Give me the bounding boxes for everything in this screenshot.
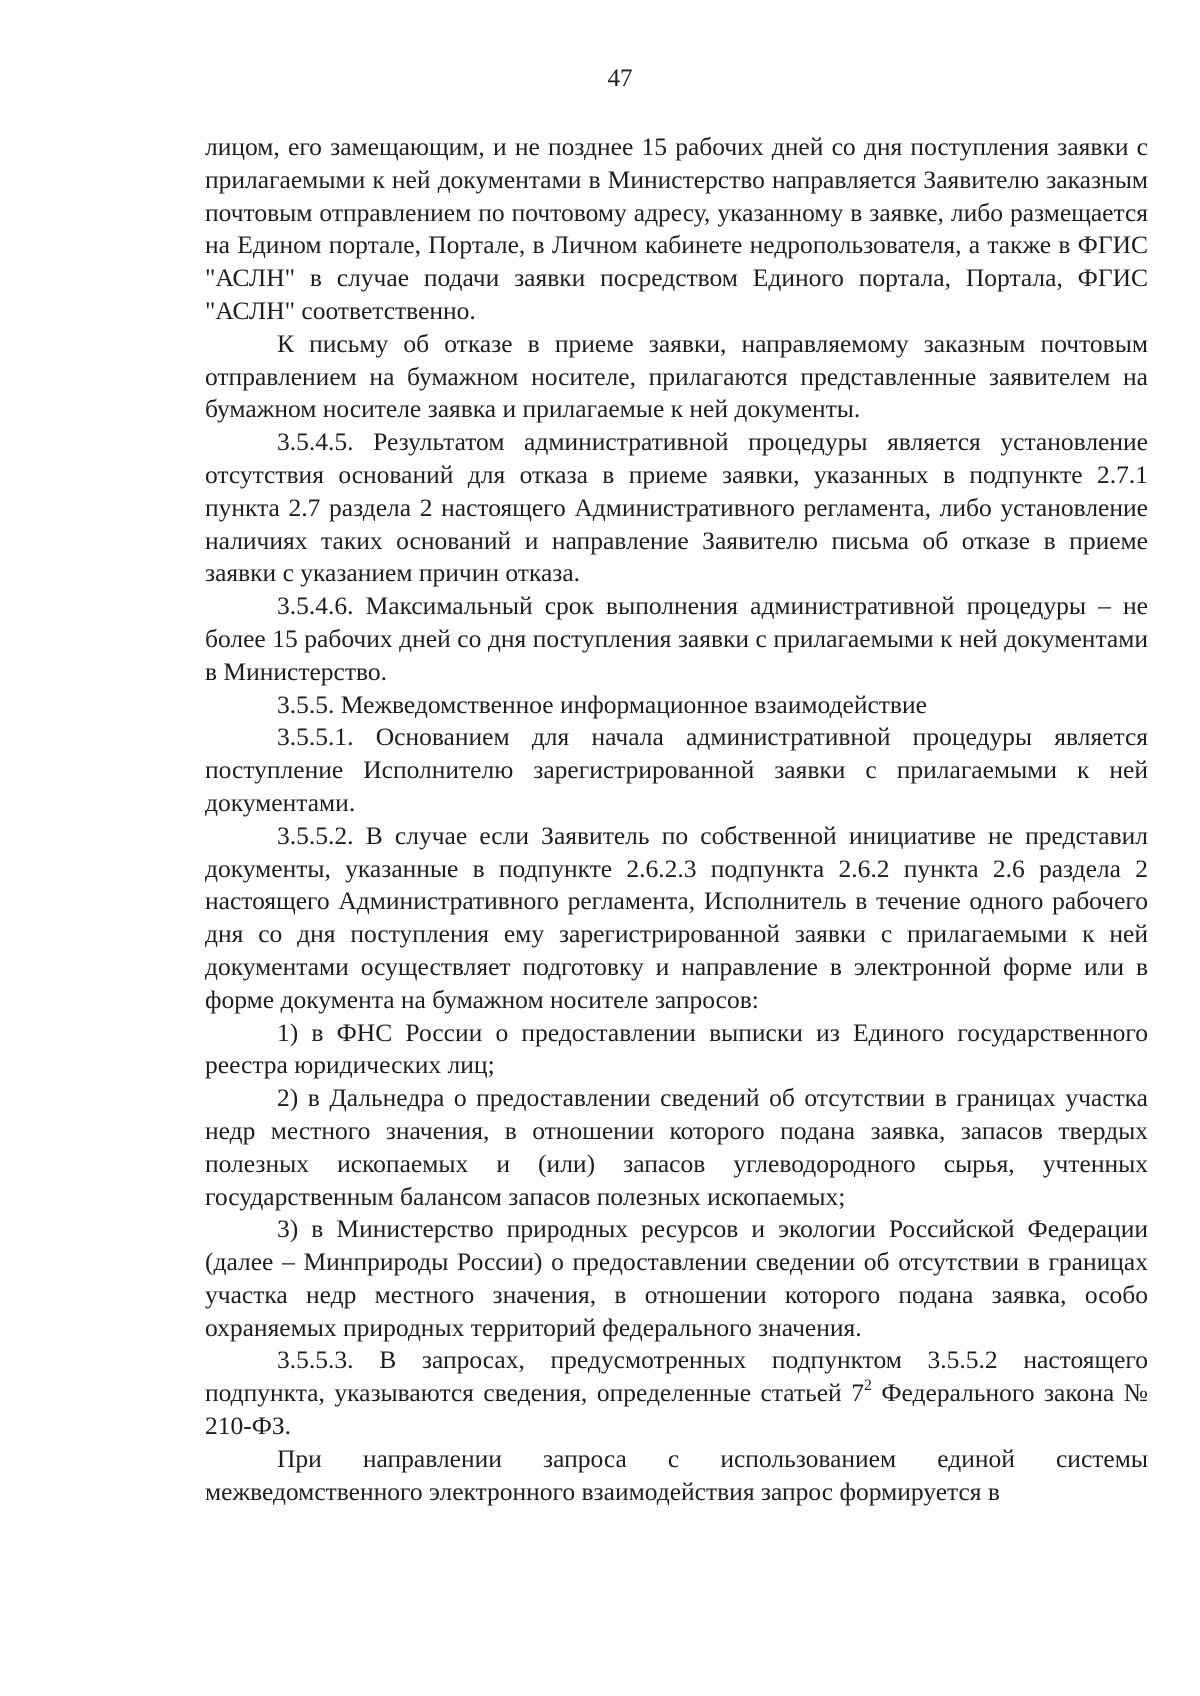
document-body [205, 131, 1148, 1508]
paragraph-3-5-5-3-text-after: Федерального закона № 210-ФЗ. [205, 1378, 1148, 1441]
paragraph-request-smev: При направлении запроса с использованием единой системы межведомственного электронного взаимодействия запрос формируется в [205, 1443, 1148, 1506]
paragraph-3-5-5-1: 3.5.5.1. Основанием для начала административной процедуры является поступление Исполнителю зарегистрированной заявки с прилагаемыми к ней документами. [205, 722, 1148, 817]
page-number: 47 [607, 65, 633, 92]
section-heading-3-5-5: 3.5.5. Межведомственное информационное взаимодействие [277, 689, 927, 719]
paragraph-3-5-5-3 [205, 1344, 1148, 1442]
paragraph-3-5-4-5: 3.5.4.5. Результатом административной процедуры является установление отсутствия оснований для отказа в приеме заявки, указанных в подпункте 2.7.1 пункта 2.7 раздела 2 настоящего Административного регламента, либо установление наличиях таких оснований и направление Заявителю письма об отказе в приеме заявки с указанием причин отказа. [205, 427, 1148, 588]
list-item-3: 3) в Министерство природных ресурсов и экологии Российской Федерации (далее – Минприроды России) о предоставлении сведении об отсутствии в границах участка недр местного значения, в отношении которого подана заявка, особо охраняемых природных территорий федерального значения. [205, 1214, 1148, 1342]
paragraph-continuation: лицом, его замещающим, и не позднее 15 рабочих дней со дня поступления заявки с прилагаемыми к ней документами в Министерство направляется Заявителю заказным почтовым отправлением по почтовому адресу, указанному в заявке, либо размещается на Едином портале, Портале, в Личном кабинете недропользователя, а также в ФГИС "АСЛН" в случае подачи заявки посредством Единого портала, Портала, ФГИС "АСЛН" соответственно. [205, 132, 1148, 325]
paragraph-rejection-letter: К письму об отказе в приеме заявки, направляемому заказным почтовым отправлением на бумажном носителе, прилагаются представленные заявителем на бумажном носителе заявка и прилагаемые к ней документы. [205, 328, 1148, 424]
paragraph-3-5-5-2: 3.5.5.2. В случае если Заявитель по собственной инициативе не представил документы, указанные в подпункте 2.6.2.3 подпункта 2.6.2 пункта 2.6 раздела 2 настоящего Административного регламента, Исполнитель в течение одного рабочего дня со дня поступления ему зарегистрированной заявки с прилагаемыми к ней документами осуществляет подготовку и направление в электронной форме или в форме документа на бумажном носителе запросов: [205, 820, 1148, 1014]
superscript: 2 [863, 1377, 872, 1395]
paragraph-3-5-5-3-text-before: 3.5.5.3. В запросах, предусмотренных подпунктом 3.5.5.2 настоящего подпункта, указываются сведения, определенные статьей 7 [205, 1345, 1148, 1408]
list-item-2: 2) в Дальнедра о предоставлении сведений об отсутствии в границах участка недр местного значения, в отношении которого подана заявка, запасов твердых полезных ископаемых и (или) запасов углеводородного сырья, учтенных государственным балансом запасов полезных ископаемых; [205, 1083, 1148, 1211]
list-item-1: 1) в ФНС России о предоставлении выписки из Единого государственного реестра юридических лиц; [205, 1017, 1148, 1080]
paragraph-3-5-4-6: 3.5.4.6. Максимальный срок выполнения административной процедуры – не более 15 рабочих дней со дня поступления заявки с прилагаемыми к ней документами в Министерство. [205, 591, 1148, 686]
